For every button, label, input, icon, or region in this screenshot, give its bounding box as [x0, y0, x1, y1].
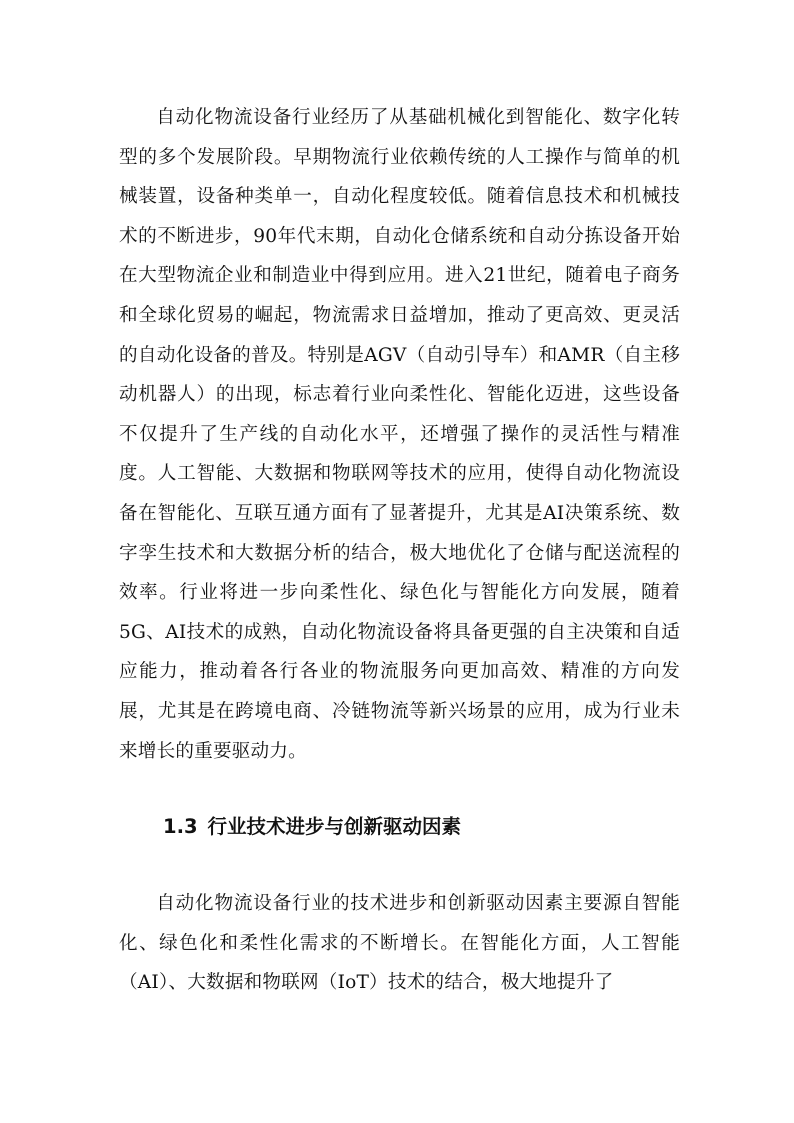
body-paragraph-2: 自动化物流设备行业的技术进步和创新驱动因素主要源自智能化、绿色化和柔性化需求的不断增长。在智能化方面，人工智能（AI）、大数据和物联网（IoT）技术的结合，极大地提升了	[119, 893, 680, 994]
section-title: 行业技术进步与创新驱动因素	[207, 815, 462, 839]
body-paragraph-1: 自动化物流设备行业经历了从基础机械化到智能化、数字化转型的多个发展阶段。早期物流行业依赖传统的人工操作与简单的机械装置，设备种类单一，自动化程度较低。随着信息技术和机械技术的不断进步，90年代末期，自动化仓储系统和自动分拣设备开始在大型物流企业和制造业中得到应用。进入21世纪，随着电子商务和全球化贸易的崛起，物流需求日益增加，推动了更高效、更灵活的自动化设备的普及。特别是AGV（自动引导车）和AMR（自主移动机器人）的出现，标志着行业向柔性化、智能化迈进，这些设备不仅提升了生产线的自动化水平，还增强了操作的灵活性与精准度。人工智能、大数据和物联网等技术的应用，使得自动化物流设备在智能化、互联互通方面有了显著提升，尤其是AI决策系统、数字孪生技术和大数据分析的结合，极大地优化了仓储与配送流程的效率。行业将进一步向柔性化、绿色化与智能化方向发展，随着5G、AI技术的成熟，自动化物流设备将具备更强的自主决策和自适应能力，推动着各行各业的物流服务向更加高效、精准的方向发展，尤其是在跨境电商、冷链物流等新兴场景的应用，成为行业未来增长的重要驱动力。	[119, 107, 680, 762]
section-heading	[119, 813, 680, 841]
section-number: 1.3	[163, 815, 198, 839]
document-page	[119, 98, 680, 1003]
